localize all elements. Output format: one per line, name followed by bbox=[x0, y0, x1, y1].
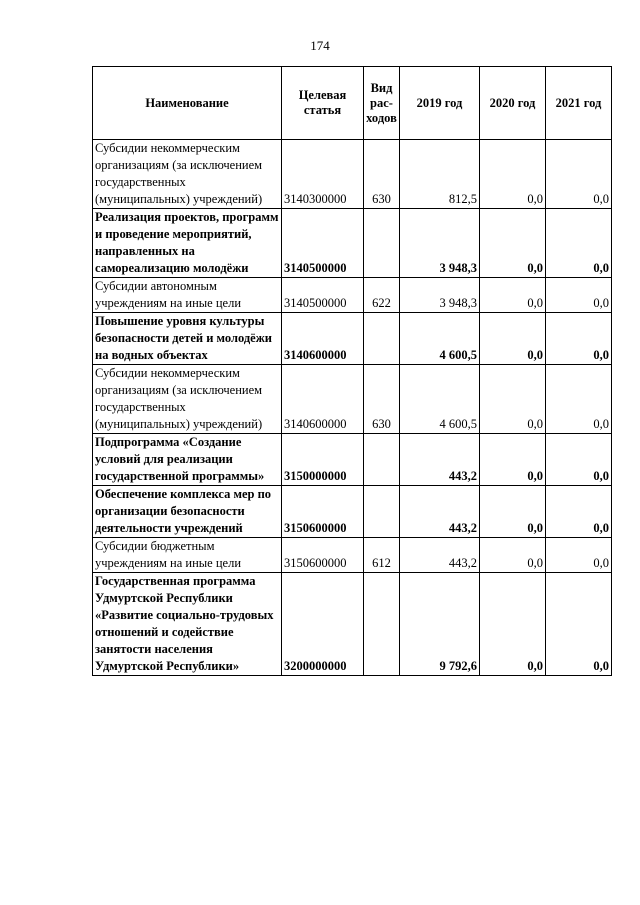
cell-name: Государственная программа Удмуртской Республики «Развитие социально-трудовых отношений и содействие занятости населения Удмуртской Республики» bbox=[93, 573, 282, 676]
cell-code: 3140600000 bbox=[282, 365, 364, 434]
cell-type: 612 bbox=[364, 538, 400, 573]
table-row bbox=[93, 434, 612, 486]
cell-2020: 0,0 bbox=[480, 278, 546, 313]
cell-2020: 0,0 bbox=[480, 486, 546, 538]
cell-2019: 443,2 bbox=[400, 486, 480, 538]
cell-2019: 4 600,5 bbox=[400, 365, 480, 434]
cell-2021: 0,0 bbox=[546, 140, 612, 209]
cell-name: Субсидии некоммерческим организациям (за исключением государственных (муниципальных) учреждений) bbox=[93, 365, 282, 434]
cell-code: 3140300000 bbox=[282, 140, 364, 209]
cell-code: 3200000000 bbox=[282, 573, 364, 676]
cell-2021: 0,0 bbox=[546, 313, 612, 365]
cell-code: 3150600000 bbox=[282, 486, 364, 538]
cell-name: Обеспечение комплекса мер по организации безопасности деятельности учреждений bbox=[93, 486, 282, 538]
cell-2021: 0,0 bbox=[546, 486, 612, 538]
table-row bbox=[93, 209, 612, 278]
cell-type bbox=[364, 313, 400, 365]
budget-table bbox=[92, 66, 612, 676]
cell-type bbox=[364, 209, 400, 278]
cell-2019: 443,2 bbox=[400, 434, 480, 486]
cell-2019: 9 792,6 bbox=[400, 573, 480, 676]
table-row bbox=[93, 365, 612, 434]
cell-2021: 0,0 bbox=[546, 278, 612, 313]
cell-2019: 3 948,3 bbox=[400, 278, 480, 313]
cell-2021: 0,0 bbox=[546, 538, 612, 573]
table-row bbox=[93, 573, 612, 676]
cell-2019: 3 948,3 bbox=[400, 209, 480, 278]
cell-type bbox=[364, 486, 400, 538]
page-number: 174 bbox=[310, 38, 330, 53]
cell-code: 3150600000 bbox=[282, 538, 364, 573]
table-row bbox=[93, 486, 612, 538]
cell-code: 3150000000 bbox=[282, 434, 364, 486]
cell-name: Подпрограмма «Создание условий для реализации государственной программы» bbox=[93, 434, 282, 486]
cell-2019: 443,2 bbox=[400, 538, 480, 573]
cell-type bbox=[364, 434, 400, 486]
cell-type: 630 bbox=[364, 365, 400, 434]
table-row bbox=[93, 538, 612, 573]
cell-2020: 0,0 bbox=[480, 209, 546, 278]
cell-type: 630 bbox=[364, 140, 400, 209]
cell-code: 3140500000 bbox=[282, 209, 364, 278]
cell-2021: 0,0 bbox=[546, 434, 612, 486]
cell-2020: 0,0 bbox=[480, 140, 546, 209]
cell-name: Субсидии автономным учреждениям на иные цели bbox=[93, 278, 282, 313]
cell-code: 3140500000 bbox=[282, 278, 364, 313]
table-row bbox=[93, 140, 612, 209]
header-2021: 2021 год bbox=[546, 67, 612, 140]
table-body bbox=[93, 140, 612, 676]
header-2020: 2020 год bbox=[480, 67, 546, 140]
cell-2021: 0,0 bbox=[546, 573, 612, 676]
header-code: Целевая статья bbox=[282, 67, 364, 140]
cell-name: Повышение уровня культуры безопасности детей и молодёжи на водных объектах bbox=[93, 313, 282, 365]
cell-2019: 812,5 bbox=[400, 140, 480, 209]
cell-code: 3140600000 bbox=[282, 313, 364, 365]
table-row bbox=[93, 313, 612, 365]
cell-2020: 0,0 bbox=[480, 434, 546, 486]
cell-2020: 0,0 bbox=[480, 365, 546, 434]
header-name: Наименование bbox=[93, 67, 282, 140]
cell-type bbox=[364, 573, 400, 676]
cell-name: Субсидии бюджетным учреждениям на иные цели bbox=[93, 538, 282, 573]
header-2019: 2019 год bbox=[400, 67, 480, 140]
cell-2019: 4 600,5 bbox=[400, 313, 480, 365]
table-header-row bbox=[93, 67, 612, 140]
cell-name: Субсидии некоммерческим организациям (за исключением государственных (муниципальных) учреждений) bbox=[93, 140, 282, 209]
header-type: Вид рас-ходов bbox=[364, 67, 400, 140]
cell-2020: 0,0 bbox=[480, 538, 546, 573]
cell-2021: 0,0 bbox=[546, 365, 612, 434]
table-row bbox=[93, 278, 612, 313]
cell-2021: 0,0 bbox=[546, 209, 612, 278]
cell-2020: 0,0 bbox=[480, 313, 546, 365]
cell-name: Реализация проектов, программ и проведение мероприятий, направленных на самореализацию молодёжи bbox=[93, 209, 282, 278]
cell-type: 622 bbox=[364, 278, 400, 313]
cell-2020: 0,0 bbox=[480, 573, 546, 676]
